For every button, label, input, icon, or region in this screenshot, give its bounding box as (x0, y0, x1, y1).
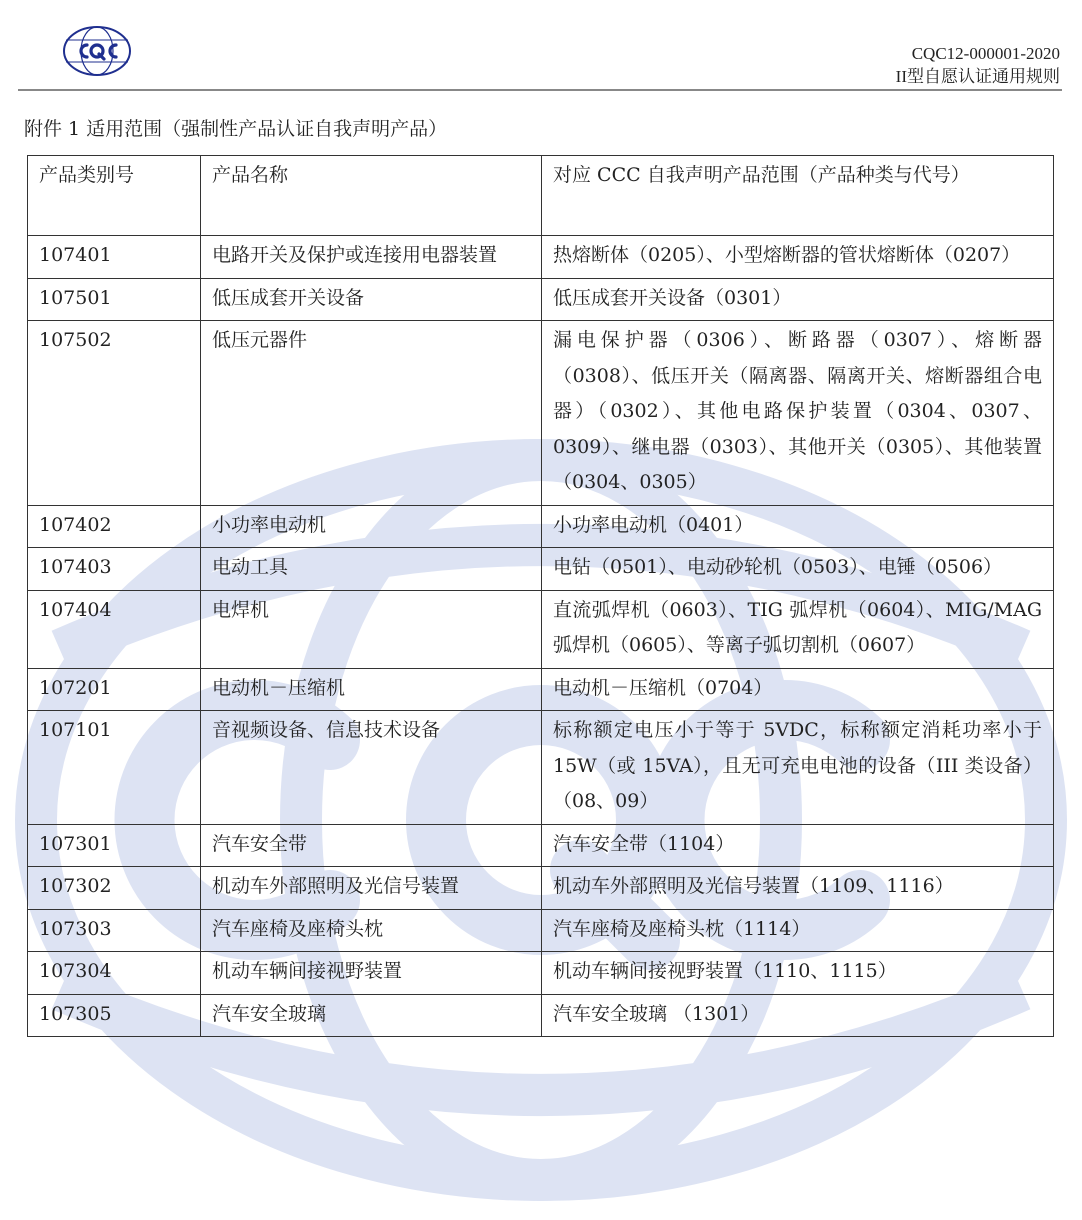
column-header: 产品类别号 (28, 156, 201, 236)
table-header (28, 156, 1054, 236)
table-row (28, 668, 1054, 711)
product-name: 低压成套开关设备 (201, 278, 542, 321)
product-code: 107301 (28, 824, 201, 867)
product-code: 107302 (28, 867, 201, 910)
product-name: 汽车安全玻璃 (201, 994, 542, 1037)
header-divider (18, 89, 1062, 91)
table-row (28, 952, 1054, 995)
product-name: 音视频设备、信息技术设备 (201, 711, 542, 825)
product-name: 机动车外部照明及光信号装置 (201, 867, 542, 910)
table-row (28, 278, 1054, 321)
product-code: 107402 (28, 505, 201, 548)
document-title: II型自愿认证通用规则 (895, 67, 1060, 86)
column-header: 对应 CCC 自我声明产品范围（产品种类与代号） (542, 156, 1054, 236)
document-header (896, 42, 1060, 88)
product-scope: 电动机－压缩机（0704） (542, 668, 1054, 711)
product-code: 107304 (28, 952, 201, 995)
product-name: 电路开关及保护或连接用电器装置 (201, 236, 542, 279)
product-scope: 直流弧焊机（0603）、TIG 弧焊机（0604）、MIG/MAG 弧焊机（0605）、等离子弧切割机（0607） (542, 590, 1054, 668)
product-code: 107305 (28, 994, 201, 1037)
product-scope: 热熔断体（0205）、小型熔断器的管状熔断体（0207） (542, 236, 1054, 279)
product-code: 107501 (28, 278, 201, 321)
product-name: 机动车辆间接视野装置 (201, 952, 542, 995)
product-name: 电动工具 (201, 548, 542, 591)
table-row (28, 711, 1054, 825)
product-scope: 机动车辆间接视野装置（1110、1115） (542, 952, 1054, 995)
column-header: 产品名称 (201, 156, 542, 236)
product-code: 107303 (28, 909, 201, 952)
product-code: 107502 (28, 321, 201, 506)
product-scope: 机动车外部照明及光信号装置（1109、1116） (542, 867, 1054, 910)
product-name: 电焊机 (201, 590, 542, 668)
product-scope: 汽车安全玻璃 （1301） (542, 994, 1054, 1037)
product-code: 107101 (28, 711, 201, 825)
product-code: 107401 (28, 236, 201, 279)
product-name: 小功率电动机 (201, 505, 542, 548)
table-row (28, 505, 1054, 548)
table-row (28, 824, 1054, 867)
product-scope: 汽车座椅及座椅头枕（1114） (542, 909, 1054, 952)
annex-title: 附件 1 适用范围（强制性产品认证自我声明产品） (24, 118, 448, 140)
table-row (28, 867, 1054, 910)
table-row (28, 321, 1054, 506)
document-number: CQC12-000001-2020 (911, 44, 1060, 63)
product-code: 107201 (28, 668, 201, 711)
cqc-logo (62, 25, 132, 77)
product-scope: 小功率电动机（0401） (542, 505, 1054, 548)
table-row (28, 236, 1054, 279)
product-name: 低压元器件 (201, 321, 542, 506)
product-scope: 汽车安全带（1104） (542, 824, 1054, 867)
product-scope: 电钻（0501）、电动砂轮机（0503）、电锤（0506） (542, 548, 1054, 591)
scope-table (27, 155, 1054, 1037)
product-name: 汽车安全带 (201, 824, 542, 867)
product-name: 电动机－压缩机 (201, 668, 542, 711)
table-row (28, 548, 1054, 591)
product-code: 107404 (28, 590, 201, 668)
table-row (28, 994, 1054, 1037)
table-row (28, 590, 1054, 668)
product-scope: 标称额定电压小于等于 5VDC，标称额定消耗功率小于 15W（或 15VA），且无可充电电池的设备（III 类设备）（08、09） (542, 711, 1054, 825)
table-row (28, 909, 1054, 952)
product-scope: 低压成套开关设备（0301） (542, 278, 1054, 321)
product-name: 汽车座椅及座椅头枕 (201, 909, 542, 952)
product-code: 107403 (28, 548, 201, 591)
product-scope: 漏电保护器（0306）、断路器（0307）、熔断器（0308）、低压开关（隔离器、隔离开关、熔断器组合电器）（0302）、其他电路保护装置（0304、0307、0309）、继电器（0303）、其他开关（0305）、其他装置（0304、0305） (542, 321, 1054, 506)
